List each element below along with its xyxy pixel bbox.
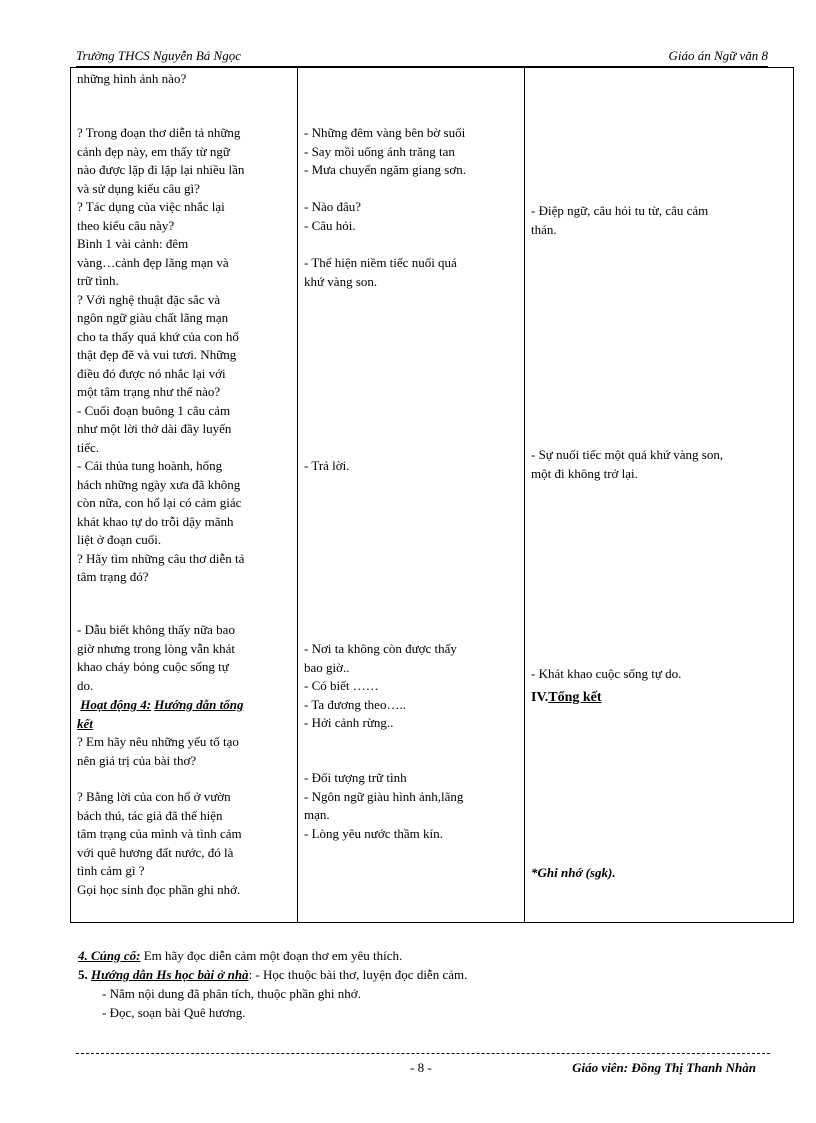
text-line: - Câu hỏi. — [304, 217, 356, 233]
text-line: một đi không trở lại. — [531, 465, 638, 481]
text-block — [77, 70, 290, 89]
text-line: với quê hương đất nước, đó là — [77, 844, 234, 860]
text-line: - Đối tượng trữ tình — [304, 770, 407, 785]
text-block — [77, 124, 290, 587]
subject-title: Giáo án Ngữ văn 8 — [668, 48, 768, 63]
text-line: giờ nhưng trong lòng vẫn khát — [77, 640, 235, 656]
text-line: - Nào đâu? — [304, 199, 362, 214]
text-line: - Lòng yêu nước thầm kín. — [304, 825, 443, 841]
text-line: do. — [77, 677, 94, 693]
text-line: bao giờ.. — [304, 659, 350, 675]
homework-item: - Nắm nội dung đã phân tích, thuộc phần ghi nhớ. — [102, 986, 361, 1001]
text-block — [77, 621, 290, 695]
page-number: - 8 - — [410, 1060, 432, 1075]
activity-label: Hoạt động 4: — [80, 697, 152, 712]
text-line: ? Hãy tìm những câu thơ diễn tả — [77, 550, 245, 566]
text-line: Gọi học sinh đọc phần ghi nhớ. — [77, 881, 241, 897]
consolidation-label: 4. Củng cố: — [78, 948, 141, 963]
text-line: - Cuối đoạn buông 1 câu cảm — [77, 402, 231, 418]
text-line: - Những đêm vàng bên bờ suối — [304, 125, 466, 140]
text-line: - Nơi ta không còn được thấy — [304, 641, 457, 656]
memo-note: *Ghi nhớ (sgk). — [531, 865, 616, 880]
text-line: ? Với nghệ thuật đặc sắc và — [77, 291, 221, 307]
text-line: như một lời thở dài đầy luyến — [77, 421, 232, 436]
teacher-name: Giáo viên: Đồng Thị Thanh Nhàn — [572, 1060, 756, 1075]
text-line: ngôn ngữ giàu chất lãng mạn — [77, 310, 229, 325]
section-heading — [531, 689, 786, 708]
content-column — [525, 68, 793, 922]
homework-text: : - Học thuộc bài thơ, luyện đọc diễn cảm. — [248, 967, 468, 982]
text-line: - Trả lời. — [304, 458, 350, 473]
text-line: cho ta thấy quá khứ của con hổ — [77, 328, 239, 344]
text-line: trữ tình. — [77, 273, 119, 288]
section-number: IV. — [531, 690, 549, 705]
text-line: một tâm trạng như thế nào? — [77, 384, 221, 399]
activity-title-cont: kết — [77, 715, 93, 731]
school-name: Trường THCS Nguyễn Bá Ngọc — [76, 48, 241, 63]
text-line: còn nữa, con hổ lại có cảm giác — [77, 495, 242, 510]
text-block — [304, 640, 517, 733]
homework-label: Hướng dẫn Hs học bài ở nhà — [91, 967, 249, 982]
text-block — [77, 788, 290, 899]
text-line: ? Trong đoạn thơ diễn tả những — [77, 125, 241, 140]
homework-notes — [78, 946, 778, 1022]
text-line: tình cảm gì ? — [77, 863, 145, 878]
text-line: mạn. — [304, 807, 330, 822]
text-line: khát khao tự do trỗi dậy mãnh — [77, 513, 234, 529]
activity-title: Hướng dẫn tổng — [154, 697, 244, 712]
text-line: nên giá trị của bài thơ? — [77, 752, 197, 768]
text-line: những hình ảnh nào? — [77, 71, 187, 86]
text-line: nào được lặp đi lặp lại nhiều lần — [77, 162, 245, 177]
text-line: - Có biết …… — [304, 678, 379, 693]
student-activity-column — [298, 68, 525, 922]
text-line: hách những ngày xưa đã không — [77, 476, 241, 492]
section-title: Tổng kết — [548, 690, 602, 705]
text-line: thán. — [531, 221, 557, 237]
text-line: tâm trạng đó? — [77, 569, 149, 584]
text-line: ? Em hãy nêu những yếu tố tạo — [77, 734, 239, 749]
text-block — [531, 202, 786, 239]
text-line: theo kiểu câu này? — [77, 217, 175, 233]
text-block — [77, 733, 290, 770]
activity-heading — [77, 696, 290, 733]
text-line: liệt ở đoạn cuối. — [77, 532, 162, 547]
text-line: - Say mồi uống ánh trăng tan — [304, 143, 455, 159]
text-line: cảnh đẹp này, em thấy từ ngữ — [77, 143, 230, 159]
text-line: tâm trạng của mình và tình cảm — [77, 826, 242, 841]
text-line: bách thú, tác giả đã thể hiện — [77, 807, 223, 823]
text-block — [304, 769, 517, 843]
text-line: - Khát khao cuộc sống tự do. — [531, 666, 682, 681]
page-header — [76, 48, 768, 67]
teacher-activity-column — [71, 68, 298, 922]
text-line: ? Bằng lời của con hổ ở vườn — [77, 789, 231, 804]
text-line: vàng…cảnh đẹp lãng mạn và — [77, 254, 229, 270]
text-line: - Ngôn ngữ giàu hình ảnh,lãng — [304, 788, 464, 804]
text-block — [304, 198, 517, 235]
text-line: - Dẫu biết không thấy nữa bao — [77, 622, 235, 637]
consolidation-line — [78, 946, 778, 965]
text-line: điều đó được nó nhắc lại với — [77, 365, 226, 381]
text-line: - Thể hiện niềm tiếc nuối quá — [304, 255, 457, 270]
text-line: Bình 1 vài cảnh: đêm — [77, 236, 189, 251]
footer-divider — [76, 1053, 770, 1054]
text-line: khao cháy bỏng cuộc sống tự — [77, 659, 229, 674]
text-block — [304, 124, 517, 180]
text-line: - Mưa chuyển ngăm giang sơn. — [304, 162, 466, 177]
homework-line — [78, 965, 778, 984]
text-block — [531, 665, 786, 684]
homework-item: - Đọc, soạn bài Quê hương. — [102, 1005, 246, 1020]
consolidation-text: Em hãy đọc diễn cảm một đoạn thơ em yêu thích. — [140, 948, 403, 963]
text-line: - Điệp ngữ, câu hỏi tu từ, câu cảm — [531, 203, 709, 218]
text-line: thật đẹp đẽ và vui tươi. Những — [77, 347, 237, 362]
text-line: ? Tác dụng của việc nhắc lại — [77, 199, 225, 214]
text-block — [531, 446, 786, 483]
homework-number: 5. — [78, 967, 91, 982]
text-line: - Ta đương theo….. — [304, 696, 406, 712]
text-line: - Sự nuối tiếc một quá khứ vàng son, — [531, 447, 724, 462]
text-line: - Hởi cảnh rừng.. — [304, 715, 394, 730]
text-line: - Cái thủa tung hoành, hống — [77, 458, 223, 473]
text-block — [304, 457, 517, 476]
text-line: và sử dụng kiểu câu gì? — [77, 180, 200, 196]
lesson-table — [70, 67, 794, 923]
text-line: khứ vàng son. — [304, 273, 378, 289]
text-block — [304, 254, 517, 291]
text-line: tiếc. — [77, 439, 100, 455]
